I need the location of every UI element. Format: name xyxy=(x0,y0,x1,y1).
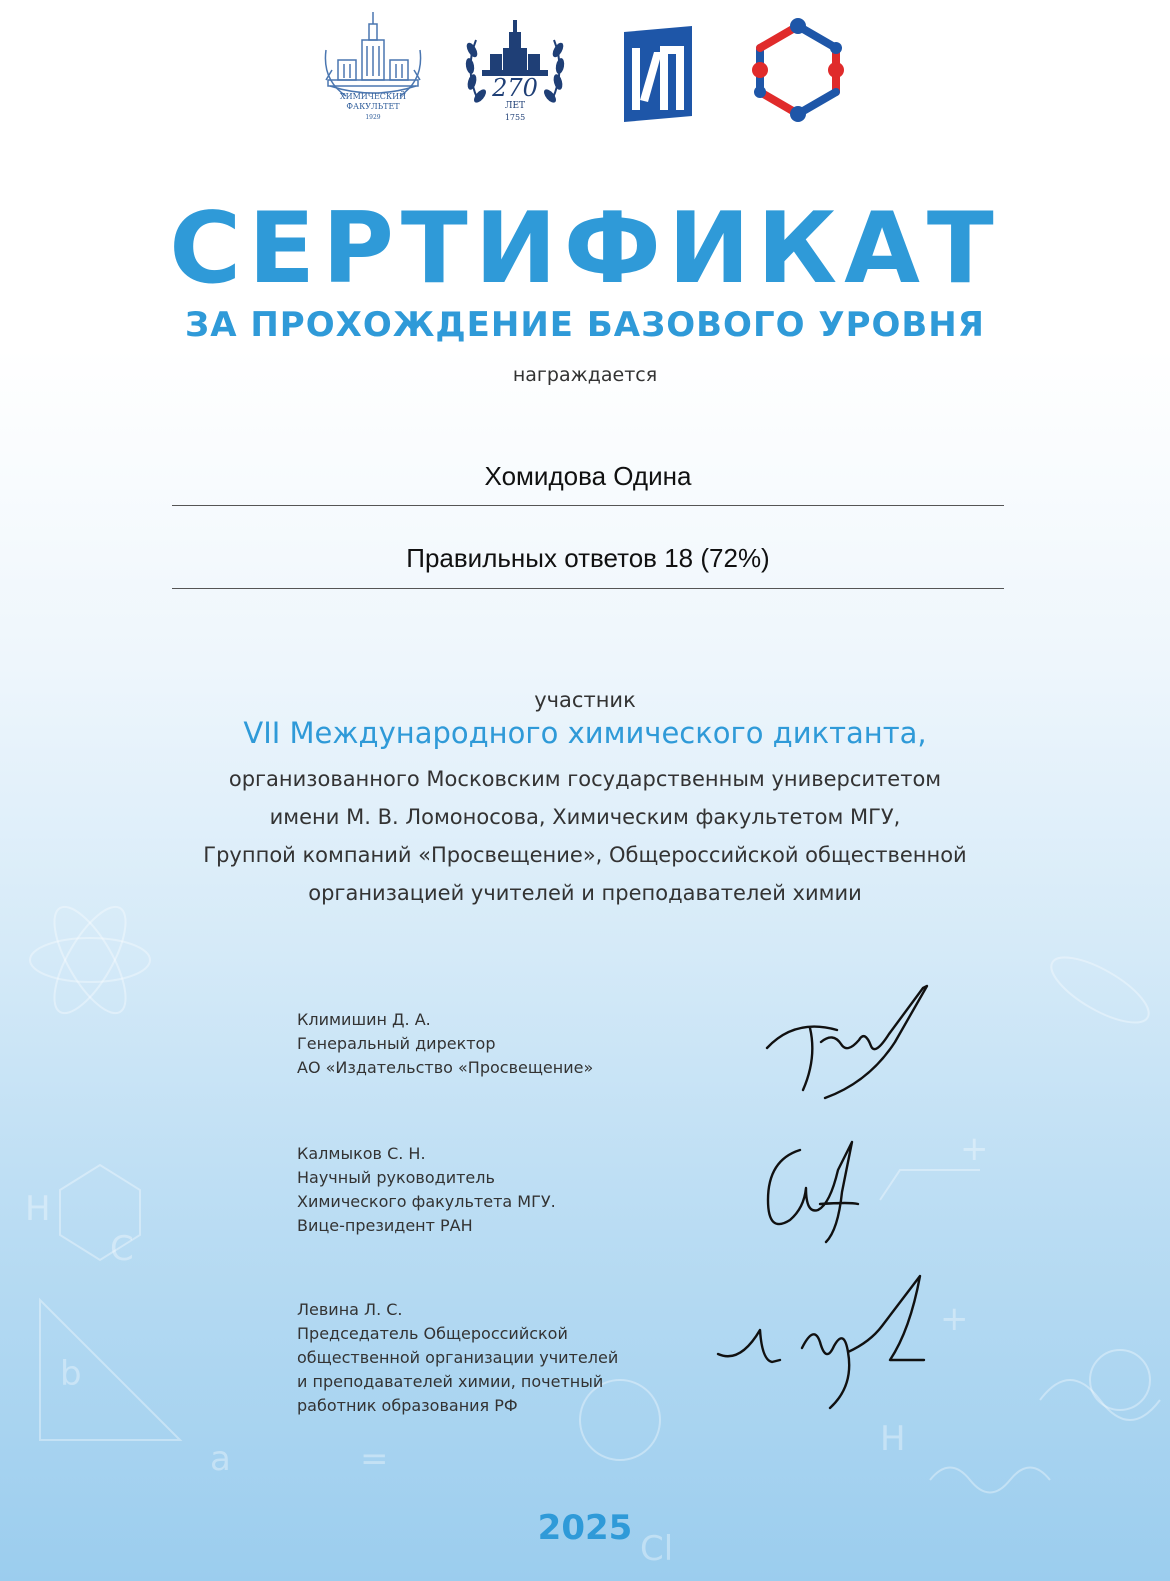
signatory-1-name: Климишин Д. А. xyxy=(297,1010,431,1029)
organizers-text xyxy=(0,760,1170,912)
anniversary-year: 1755 xyxy=(504,113,526,122)
signatory-3-org2: и преподавателей химии, почетный xyxy=(297,1372,604,1391)
organizers-line: имени М. В. Ломоносова, Химическим факультетом МГУ, xyxy=(269,805,901,829)
svg-text:b: b xyxy=(60,1354,82,1394)
certificate-year: 2025 xyxy=(537,1508,633,1548)
score-text: Правильных ответов 18 (72%) xyxy=(406,543,770,573)
participant-label: участник xyxy=(534,688,636,712)
signatory-1-title: Генеральный директор xyxy=(297,1034,496,1053)
score-underline xyxy=(172,588,1004,589)
svg-text:C: C xyxy=(110,1229,134,1269)
anniversary-270-logo xyxy=(458,10,572,124)
signatory-2 xyxy=(297,1142,556,1238)
signatory-2-title: Научный руководитель xyxy=(297,1168,495,1187)
signatory-3-title: Председатель Общероссийской xyxy=(297,1324,568,1343)
signatory-1 xyxy=(297,1008,593,1080)
svg-text:Cl: Cl xyxy=(640,1529,674,1569)
certificate-title: СЕРТИФИКАТ xyxy=(169,192,1001,306)
awarded-label: награждается xyxy=(512,364,658,386)
event-name: VII Международного химического диктанта, xyxy=(243,716,927,750)
signature-1 xyxy=(755,980,935,1105)
signature-3 xyxy=(710,1268,930,1418)
signatory-3-org: общественной организации учителей xyxy=(297,1348,619,1367)
svg-text:+: + xyxy=(940,1299,969,1339)
svg-text:H: H xyxy=(880,1419,906,1459)
name-underline xyxy=(172,505,1004,506)
organizers-line: организованного Московским государственным университетом xyxy=(228,767,942,791)
svg-text:a: a xyxy=(210,1439,231,1479)
chemistry-faculty-logo xyxy=(322,10,424,122)
signature-2 xyxy=(760,1130,880,1250)
chem-logo-year: 1929 xyxy=(365,114,381,121)
svg-text:H: H xyxy=(25,1189,51,1229)
anniversary-word: ЛЕТ xyxy=(504,101,526,111)
organizers-line: Группой компаний «Просвещение», Общероссийской общественной xyxy=(203,843,967,867)
signatory-1-org: АО «Издательство «Просвещение» xyxy=(297,1058,594,1077)
organizers-line: организацией учителей и преподавателей химии xyxy=(308,881,862,905)
logos-row xyxy=(0,10,1170,135)
chem-logo-line2: ФАКУЛЬТЕТ xyxy=(346,102,400,111)
signatory-3 xyxy=(297,1298,618,1418)
chem-logo-line1: ХИМИЧЕСКИЙ xyxy=(339,92,407,101)
signatory-2-org: Химического факультета МГУ. xyxy=(297,1192,556,1211)
signatory-2-name: Калмыков С. Н. xyxy=(297,1144,426,1163)
prosveshchenie-logo xyxy=(620,24,696,124)
signatory-2-title2: Вице-президент РАН xyxy=(297,1216,473,1235)
teachers-org-logo xyxy=(748,16,848,124)
svg-text:=: = xyxy=(360,1439,389,1479)
recipient-name: Хомидова Одина xyxy=(484,461,692,491)
svg-text:+: + xyxy=(960,1129,989,1169)
signatory-3-honor: работник образования РФ xyxy=(297,1396,518,1415)
anniversary-number: 270 xyxy=(492,74,538,102)
signatory-3-name: Левина Л. С. xyxy=(297,1300,403,1319)
certificate-subtitle: ЗА ПРОХОЖДЕНИЕ БАЗОВОГО УРОВНЯ xyxy=(185,305,985,345)
